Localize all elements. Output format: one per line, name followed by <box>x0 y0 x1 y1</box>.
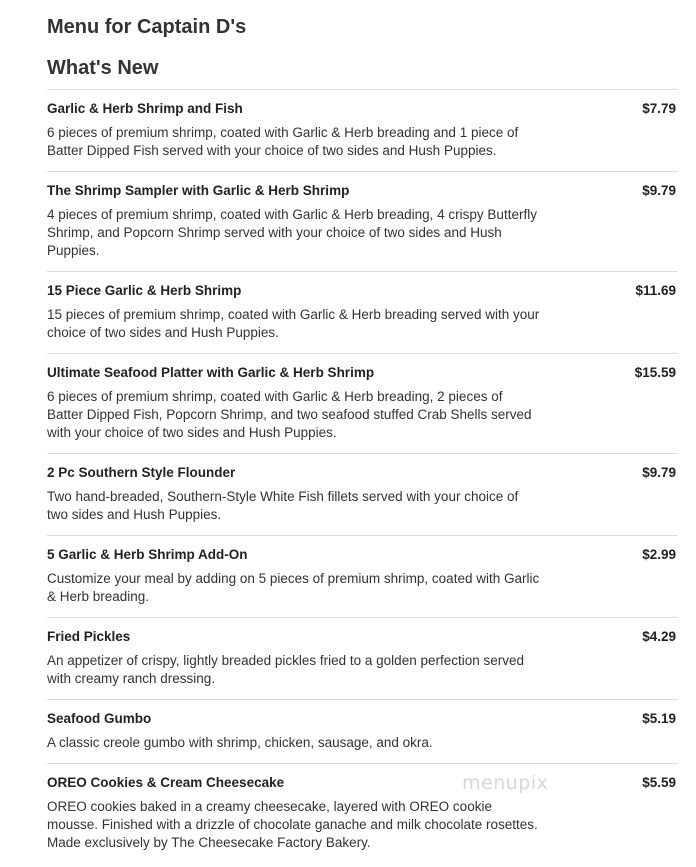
menu-item-price: $5.19 <box>642 711 676 726</box>
menu-item-name: Fried Pickles <box>47 629 131 644</box>
menu-item-name: Seafood Gumbo <box>47 711 152 726</box>
menu-item-price: $2.99 <box>642 547 676 562</box>
menu-item <box>47 89 678 171</box>
section-title: What's New <box>47 57 159 79</box>
menu-item-name: Ultimate Seafood Platter with Garlic & Herb Shrimp <box>47 365 375 380</box>
menu-item-price: $4.29 <box>642 629 676 644</box>
menu-item <box>47 353 678 453</box>
watermark: menupix <box>462 772 549 794</box>
menu-item <box>47 271 678 353</box>
menu-item-price: $9.79 <box>642 465 676 480</box>
menu-item-price: $5.59 <box>642 775 676 790</box>
menu-item-price: $9.79 <box>642 183 676 198</box>
menu-item-name: Garlic & Herb Shrimp and Fish <box>47 101 243 116</box>
menu-item <box>47 171 678 271</box>
menu-item-name: OREO Cookies & Cream Cheesecake <box>47 775 285 790</box>
menu-item-price: $7.79 <box>642 101 676 116</box>
menu-item-name: 2 Pc Southern Style Flounder <box>47 465 236 480</box>
menu-item-name: The Shrimp Sampler with Garlic & Herb Shrimp <box>47 183 350 198</box>
menu-item <box>47 535 678 617</box>
menu-item-description: 6 pieces of premium shrimp, coated with Garlic & Herb breading, 2 pieces of Batter Dipped Fish, Popcorn Shrimp, and two seafood stuffed Crab Shells served with your choice of two sides and Hush Puppies. <box>47 389 532 440</box>
menu-item-name: 15 Piece Garlic & Herb Shrimp <box>47 283 242 298</box>
menu-item <box>47 453 678 535</box>
menu-item <box>47 763 678 863</box>
menu-item-name: 5 Garlic & Herb Shrimp Add-On <box>47 547 248 562</box>
menu-item-price: $11.69 <box>635 283 676 298</box>
menu-item-description: 6 pieces of premium shrimp, coated with Garlic & Herb breading and 1 piece of Batter Dipped Fish served with your choice of two sides and Hush Puppies. <box>47 125 519 158</box>
menu-item-description: An appetizer of crispy, lightly breaded pickles fried to a golden perfection served with creamy ranch dressing. <box>47 653 525 686</box>
menu-item-description: Two hand-breaded, Southern-Style White Fish fillets served with your choice of two sides and Hush Puppies. <box>47 489 519 522</box>
menu-item-description: 15 pieces of premium shrimp, coated with Garlic & Herb breading served with your choice of two sides and Hush Puppies. <box>47 307 540 340</box>
menu-item-price: $15.59 <box>634 365 676 380</box>
page-title: Menu for Captain D's <box>47 16 247 38</box>
menu-item <box>47 617 678 699</box>
menu-item-description: Customize your meal by adding on 5 pieces of premium shrimp, coated with Garlic & Herb breading. <box>47 571 540 604</box>
menu-item <box>47 699 678 763</box>
menu-item-description: 4 pieces of premium shrimp, coated with Garlic & Herb breading, 4 crispy Butterfly Shrimp, and Popcorn Shrimp served with your choice of two sides and Hush Puppies. <box>47 207 537 258</box>
menu-item-description: OREO cookies baked in a creamy cheesecake, layered with OREO cookie mousse. Finished with a drizzle of chocolate ganache and milk chocolate rosettes. Made exclusively by The Cheesecake Factory Bakery. <box>47 799 538 850</box>
menu-item-description: A classic creole gumbo with shrimp, chicken, sausage, and okra. <box>47 735 433 750</box>
menu-item-list <box>47 89 678 863</box>
